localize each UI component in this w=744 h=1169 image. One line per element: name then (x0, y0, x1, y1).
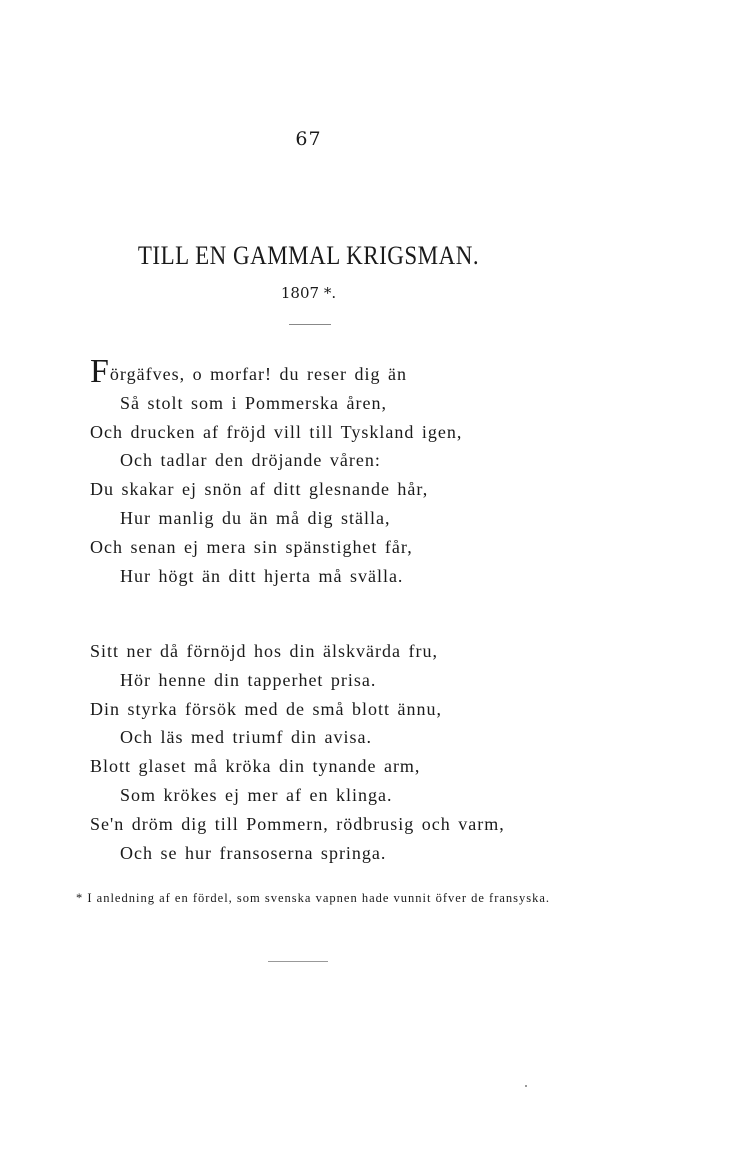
stanza-1 (90, 353, 610, 590)
verse-line: Och läs med triumf din avisa. (120, 727, 372, 748)
poem-title: TILL EN GAMMAL KRIGSMAN. (137, 241, 480, 270)
verse-line: Se'n dröm dig till Pommern, rödbrusig och varm, (90, 813, 505, 834)
verse-line: Din styrka försök med de små blott ännu, (90, 698, 442, 719)
drop-cap: F (90, 353, 110, 390)
verse-line: Hör henne din tapperhet prisa. (120, 669, 377, 690)
footnote (48, 888, 588, 908)
poem-year: 1807 *. (280, 284, 337, 302)
footnote-text: * I anledning af en fördel, som svenska vapnen hade vunnit öfver de fransyska. (76, 891, 551, 905)
verse-line: Som krökes ej mer af en klinga. (120, 784, 393, 805)
verse-line: Och drucken af fröjd vill till Tyskland igen, (90, 421, 463, 442)
verse-line (90, 353, 610, 390)
verse-line: Så stolt som i Pommerska åren, (120, 392, 387, 413)
page-number: 67 (295, 128, 322, 150)
verse-line: Sitt ner då förnöjd hos din älskvärda fru, (90, 641, 438, 661)
verse-line: Hur manlig du än må dig ställa, (120, 507, 391, 528)
print-speck (525, 1085, 527, 1087)
verse-line-text: örgäfves, o morfar! du reser dig än (109, 364, 407, 384)
verse-line: Och se hur fransoserna springa. (120, 842, 387, 863)
stanza-2 (90, 637, 610, 867)
verse-line: Blott glaset må kröka din tynande arm, (90, 756, 421, 777)
verse-line: Och senan ej mera sin spänstighet får, (90, 536, 413, 557)
end-divider (268, 961, 328, 962)
verse-line: Hur högt än ditt hjerta må svälla. (120, 565, 404, 586)
title-divider (289, 324, 331, 325)
verse-line: Du skakar ej snön af ditt glesnande hår, (90, 479, 429, 500)
verse-line: Och tadlar den dröjande våren: (120, 450, 381, 471)
